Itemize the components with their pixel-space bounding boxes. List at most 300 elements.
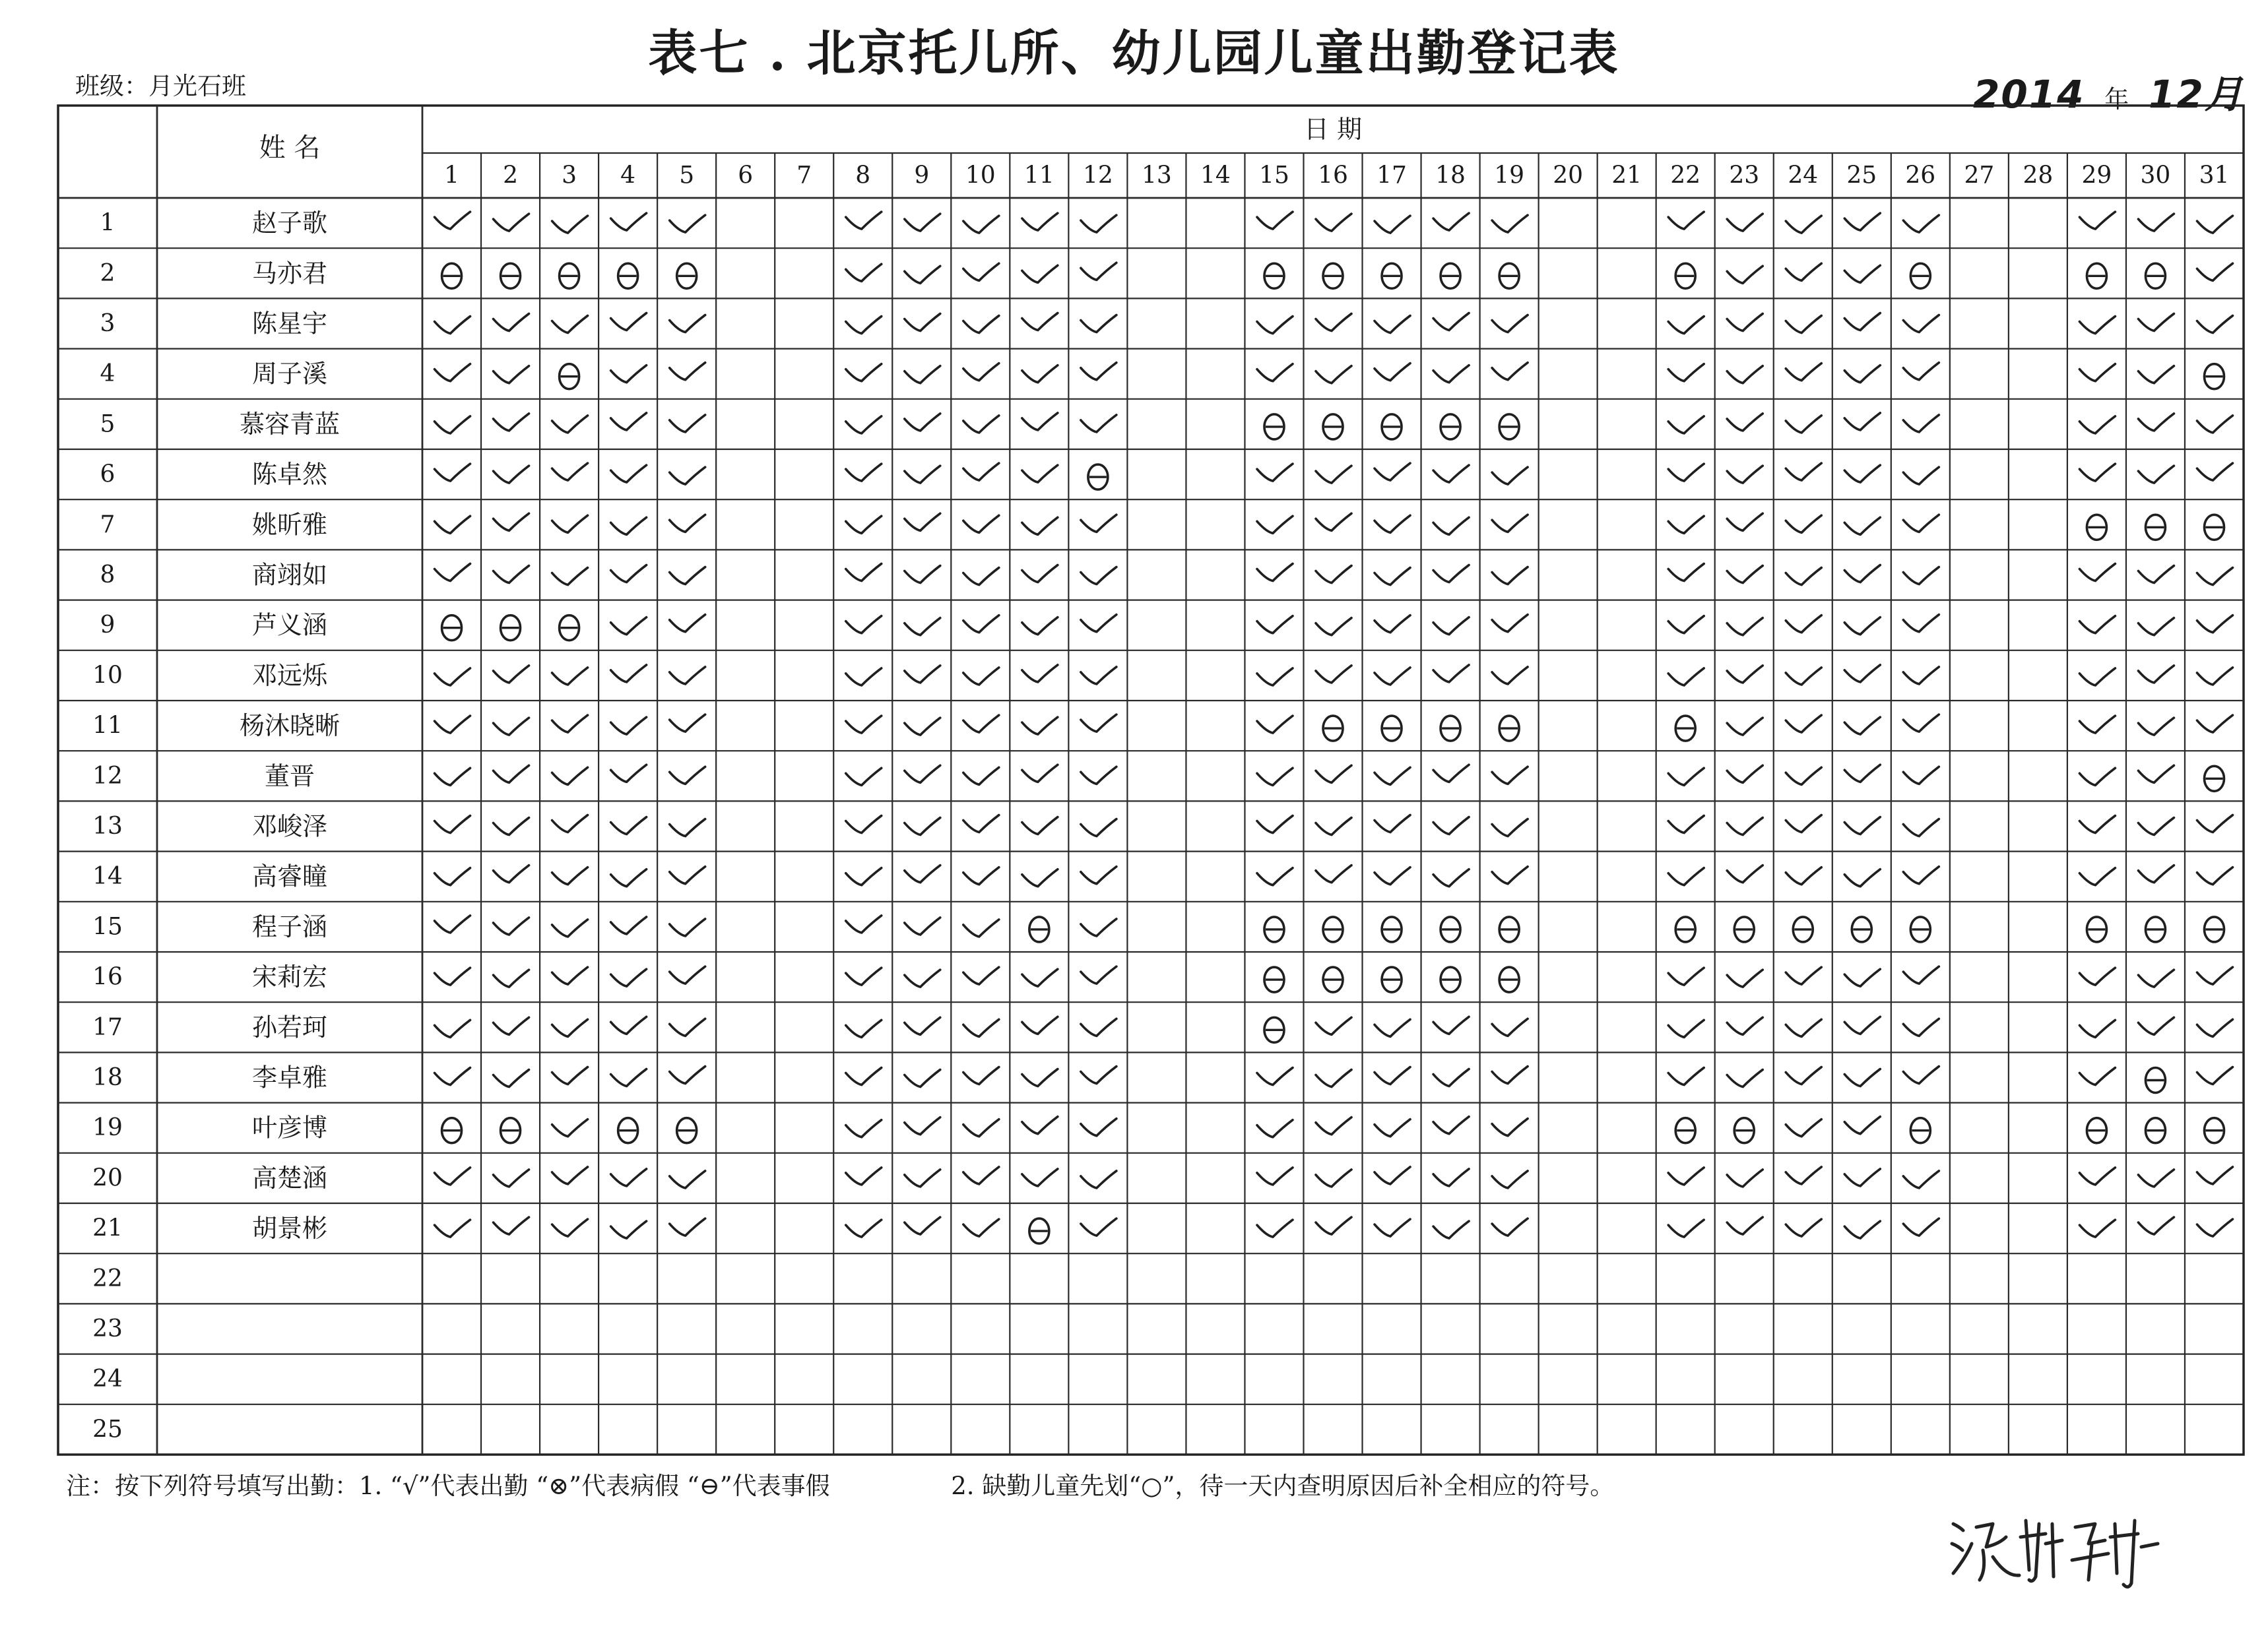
check-mark [905,1017,940,1034]
student-name: 宋莉宏 [251,962,328,992]
check-mark [1081,767,1117,784]
check-mark [963,363,999,381]
check-mark [1257,317,1293,334]
check-mark [611,1169,647,1186]
check-mark [1786,615,1821,633]
check-mark [494,566,529,583]
student-name: 叶彦博 [251,1113,328,1143]
check-mark [1257,516,1293,533]
row-number: 24 [92,1366,123,1393]
date-group-header: 日 期 [1303,115,1363,144]
check-mark [1316,818,1351,835]
check-mark [1844,517,1880,534]
check-mark [1433,313,1469,330]
check-mark [1257,1168,1293,1185]
check-mark [2138,765,2174,782]
check-mark [846,968,882,985]
check-mark [552,1167,588,1184]
check-mark [1727,1070,1763,1087]
check-mark [2138,314,2174,331]
check-mark [1316,618,1351,635]
check-mark [1257,564,1293,581]
check-mark [963,767,999,784]
check-mark [1786,867,1821,885]
check-mark [1903,867,1939,884]
check-mark [1844,1221,1880,1238]
check-mark [611,617,647,635]
check-mark [494,718,529,735]
check-mark [1903,415,1939,432]
check-mark [1668,768,1704,785]
row-number: 10 [92,662,123,689]
check-mark [1081,215,1117,232]
check-mark [905,865,940,883]
check-mark [494,1017,529,1034]
page-title: 表七 . 北京托儿所、幼儿园儿童出勤登记表 [648,25,1620,82]
check-mark [1081,315,1117,332]
check-mark [1727,466,1763,483]
check-mark [1492,1067,1528,1084]
student-name: 商翊如 [251,560,328,590]
check-mark [2138,618,2174,635]
check-mark [2079,668,2115,685]
check-mark [1375,668,1410,685]
day-header: 20 [1553,162,1584,189]
check-mark [670,767,705,784]
check-mark [1727,970,1763,987]
check-mark [846,364,882,381]
row-number: 2 [100,259,115,287]
check-mark [1903,1171,1939,1188]
check-mark [846,1168,882,1185]
check-mark [2138,214,2174,231]
check-mark [1727,618,1763,635]
check-mark [1786,568,1821,585]
check-mark [2079,716,2115,733]
check-mark [1433,465,1469,482]
check-mark [1433,1017,1469,1034]
check-mark [1433,1117,1469,1134]
check-mark [1844,265,1880,282]
check-mark [1316,1117,1351,1135]
check-mark [1727,865,1763,883]
check-mark [670,867,705,884]
row-number: 16 [92,963,123,991]
check-mark [1375,867,1410,885]
check-mark [963,1019,999,1036]
check-mark [1727,765,1763,782]
teacher-signature [1947,1497,2164,1596]
check-mark [2138,865,2174,883]
check-mark [1375,767,1410,784]
check-mark [2079,416,2115,433]
check-mark [963,867,999,885]
check-mark [1316,513,1351,530]
check-mark [846,464,882,481]
check-mark [963,416,999,433]
check-mark [1257,364,1293,381]
check-mark [905,513,940,530]
student-name: 程子涵 [251,912,328,941]
check-mark [905,1070,940,1087]
check-mark [905,1117,940,1135]
day-header: 28 [2023,162,2054,189]
check-mark [1257,1220,1293,1237]
check-mark [1903,714,1939,732]
check-mark [1727,818,1763,835]
table-border [58,106,2244,1455]
check-mark [1727,1017,1763,1034]
check-mark [1844,313,1880,330]
check-mark [435,668,470,685]
day-header: 3 [562,162,577,189]
check-mark [2079,1168,2115,1185]
row-number: 21 [92,1214,123,1242]
check-mark [1786,416,1821,433]
check-mark [1022,1017,1058,1034]
student-name: 杨沐晓晰 [239,711,340,741]
check-mark [1668,868,1704,885]
check-mark [1492,667,1528,684]
check-mark [1316,765,1351,782]
check-mark [1492,1119,1528,1136]
check-mark [1081,263,1117,280]
check-mark [1668,564,1704,581]
check-mark [494,1217,529,1234]
check-mark [670,1171,705,1188]
check-mark [2197,1067,2232,1085]
check-mark [1022,517,1058,534]
check-mark [1727,414,1763,431]
check-mark [435,464,470,481]
check-mark [2079,1068,2115,1085]
check-mark [1375,515,1410,532]
check-mark [905,214,940,231]
check-mark [1022,313,1058,330]
check-mark [1786,1019,1821,1036]
check-mark [1668,212,1704,229]
check-mark [2197,668,2232,685]
check-mark [611,817,647,834]
row-number: 9 [100,612,115,639]
check-mark [494,1170,529,1187]
check-mark [1433,365,1469,383]
check-mark [1375,568,1410,585]
check-mark [2138,366,2174,383]
check-mark [2079,212,2115,229]
check-mark [846,1120,882,1137]
check-mark [670,919,705,936]
check-mark [1022,265,1058,282]
day-header: 12 [1082,162,1113,189]
check-mark [1668,416,1704,433]
check-mark [1668,1020,1704,1037]
check-mark [552,515,588,532]
row-number: 11 [92,712,123,739]
check-mark [494,970,529,987]
check-mark [552,1019,588,1036]
check-mark [1022,765,1058,782]
check-mark [552,568,588,585]
row-number: 13 [92,813,123,840]
check-mark [435,868,470,885]
check-mark [963,967,999,984]
check-mark [1903,215,1939,232]
check-mark [963,568,999,585]
check-mark [2138,566,2174,583]
check-mark [846,716,882,733]
check-mark [2138,466,2174,483]
check-mark [963,920,999,937]
day-header: 16 [1318,162,1348,189]
check-mark [670,667,705,684]
check-mark [611,869,647,887]
check-mark [2197,715,2232,732]
check-mark [1844,969,1880,986]
check-mark [1903,615,1939,632]
check-mark [905,666,940,683]
check-mark [1844,765,1880,782]
check-mark [1727,266,1763,283]
check-mark [611,765,647,782]
check-mark [1844,817,1880,834]
check-mark [2138,818,2174,835]
check-mark [1316,366,1351,383]
check-mark [552,1067,588,1085]
check-mark [2079,317,2115,334]
check-mark [435,1220,470,1237]
day-header: 9 [914,162,930,189]
student-name: 邓峻泽 [251,811,328,841]
check-mark [1022,1069,1058,1086]
check-mark [552,767,588,784]
check-mark [846,868,882,885]
check-mark [2138,970,2174,987]
check-mark [1081,1119,1117,1136]
check-mark [1022,365,1058,383]
check-mark [1081,567,1117,584]
check-mark [1668,968,1704,985]
check-mark [1492,1218,1528,1236]
day-header: 25 [1846,162,1877,189]
check-mark [1903,1067,1939,1084]
check-mark [846,416,882,433]
check-mark [1668,616,1704,633]
check-mark [670,363,705,380]
check-mark [1786,715,1821,732]
row-number: 5 [100,410,115,438]
year-value: 2014 [1973,72,2085,117]
check-mark [435,716,470,733]
check-mark [1433,617,1469,635]
check-mark [1668,668,1704,685]
check-mark [1433,765,1469,782]
year-unit: 年 [2104,85,2129,113]
check-mark [1022,817,1058,834]
check-mark [1316,466,1351,483]
check-mark [1022,465,1058,482]
check-mark [670,1067,705,1084]
check-mark [552,316,588,333]
check-mark [1316,865,1351,883]
check-mark [846,1220,882,1237]
day-header: 5 [679,162,695,189]
check-mark [435,212,470,229]
check-mark [963,1167,999,1184]
check-mark [2138,414,2174,431]
check-mark [1081,714,1117,732]
check-mark [611,465,647,482]
check-mark [1022,617,1058,635]
name-column-header: 姓 名 [259,133,321,163]
check-mark [611,969,647,986]
check-mark [1375,615,1410,633]
check-mark [1844,565,1880,582]
row-number: 23 [92,1315,123,1342]
row-number: 19 [92,1114,123,1142]
check-mark [1492,867,1528,884]
check-mark [611,1069,647,1086]
check-mark [2197,615,2232,633]
student-name: 周子溪 [251,359,328,389]
check-mark [1081,1171,1117,1188]
check-mark [611,1221,647,1238]
check-mark [2079,1020,2115,1037]
check-mark [1375,1119,1410,1137]
check-mark [435,916,470,933]
check-mark [963,316,999,333]
check-mark [905,618,940,635]
check-mark [1786,1167,1821,1184]
day-header: 6 [738,162,754,189]
check-mark [1903,667,1939,684]
check-mark [611,213,647,230]
check-mark [1668,317,1704,334]
check-mark [435,564,470,581]
check-mark [494,214,529,231]
check-mark [552,668,588,685]
row-number: 22 [92,1265,123,1292]
check-mark [2079,464,2115,481]
check-mark [2079,816,2115,833]
check-mark [2079,768,2115,785]
check-mark [2079,564,2115,581]
check-mark [1433,1169,1469,1186]
check-mark [963,715,999,732]
student-name: 高楚涵 [251,1163,328,1193]
student-name: 慕容青蓝 [239,409,340,439]
check-mark [2197,416,2232,433]
check-mark [1022,213,1058,230]
check-mark [846,1020,882,1037]
check-mark [1081,1218,1117,1236]
check-mark [2197,568,2232,585]
check-mark [905,718,940,735]
check-mark [846,1068,882,1085]
check-mark [670,966,705,984]
day-header: 21 [1611,162,1642,189]
check-mark [1727,666,1763,683]
day-header: 29 [2081,162,2112,189]
check-mark [1316,566,1351,583]
check-mark [1081,1067,1117,1084]
check-mark [1844,1069,1880,1086]
check-mark [494,666,529,683]
check-mark [1375,1067,1410,1085]
check-mark [1844,413,1880,430]
check-mark [905,970,940,987]
check-mark [1492,819,1528,836]
check-mark [846,317,882,334]
check-mark [1903,567,1939,584]
check-mark [905,314,940,331]
check-mark [1257,464,1293,481]
check-mark [963,515,999,532]
check-mark [2197,815,2232,833]
day-header: 7 [796,162,812,189]
student-name: 姚昕雅 [251,510,328,540]
check-mark [905,466,940,483]
check-mark [963,815,999,833]
check-mark [1257,668,1293,685]
check-mark [494,513,529,530]
check-mark [1844,1017,1880,1034]
day-header: 31 [2199,162,2230,189]
check-mark [846,816,882,833]
check-mark [1786,363,1821,381]
check-mark [494,865,529,883]
check-mark [2197,263,2232,280]
check-mark [1433,1221,1469,1238]
check-mark [1668,516,1704,533]
check-mark [1786,463,1821,480]
check-mark [552,715,588,732]
check-mark [905,566,940,583]
check-mark [670,567,705,584]
check-mark [1022,717,1058,734]
row-number: 4 [100,360,115,388]
check-mark [1903,966,1939,984]
check-mark [2197,1019,2232,1036]
check-mark [1844,717,1880,734]
check-mark [435,1020,470,1037]
check-mark [435,317,470,334]
check-mark [905,366,940,383]
check-mark [1375,216,1410,233]
row-number: 25 [92,1416,123,1443]
check-mark [1903,767,1939,784]
check-mark [611,717,647,734]
check-mark [1375,815,1410,833]
row-number: 7 [100,511,115,538]
check-mark [1786,815,1821,833]
check-mark [2079,616,2115,633]
day-header: 26 [1905,162,1936,189]
check-mark [1257,868,1293,885]
check-mark [1257,768,1293,785]
check-mark [435,768,470,785]
check-mark [1433,869,1469,887]
check-mark [905,266,940,283]
check-mark [670,1019,705,1036]
legend-note-part1: 注：按下列符号填写出勤：1. “√”代表出勤 “⊗”代表病假 “⊖”代表事假 [66,1472,830,1500]
check-mark [552,867,588,885]
check-mark [1433,517,1469,534]
check-mark [494,414,529,431]
day-header: 1 [444,162,459,189]
check-mark [2197,967,2232,984]
check-mark [1022,1117,1058,1134]
